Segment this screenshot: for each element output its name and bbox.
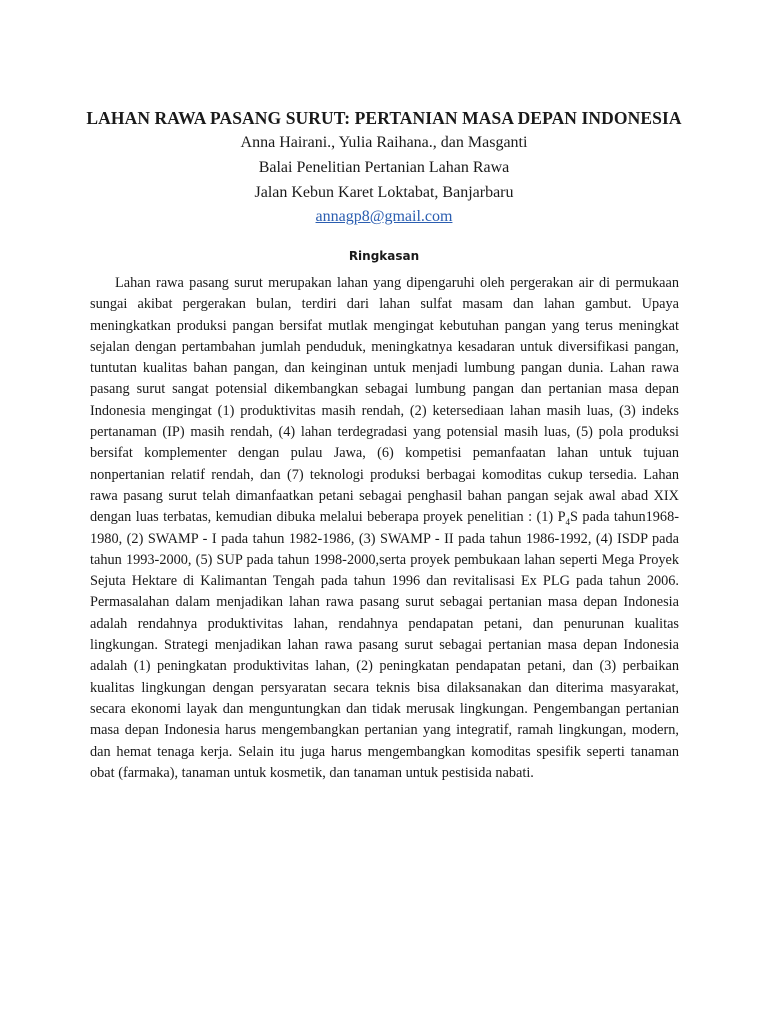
- author-list: Anna Hairani., Yulia Raihana., dan Masganti: [240, 134, 528, 151]
- address: Jalan Kebun Karet Loktabat, Banjarbaru: [254, 184, 514, 201]
- affiliation: Balai Penelitian Pertanian Lahan Rawa: [258, 159, 510, 176]
- paper-title: LAHAN RAWA PASANG SURUT: PERTANIAN MASA DEPAN INDONESIA: [86, 108, 682, 128]
- abstract-text-part1: Lahan rawa pasang surut merupakan lahan yang dipengaruhi oleh pergerakan air di permukaan sungai akibat pergerakan bulan, terdiri dari lahan sulfat masam dan lahan gambut. Upaya meningkatkan produksi pangan bersifat mutlak mengingat kebutuhan pangan yang terus meningkat sejalan dengan pertambahan jumlah penduduk, meningkatnya kesadaran untuk diversifikasi pangan, tuntutan kualitas bahan pangan, dan keinginan untuk menjadi lumbung pangan dunia. Lahan rawa pasang surut sangat potensial dikembangkan sebagai lumbung pangan dan pertanian masa depan Indonesia mengingat (1) produktivitas masih rendah, (2) ketersediaan lahan masih luas, (3) indeks pertanaman (IP) masih rendah, (4) lahan terdegradasi yang potensial masih luas, (5) pola produksi bersifat komplementer dengan pulau Jawa, (6) kompetisi pemanfaatan lahan untuk tujuan nonpertanian relatif rendah, dan (7) teknologi produksi berbagai komoditas cukup tersedia. Lahan rawa pasang surut telah dimanfaatkan petani sebagai penghasil bahan pangan sejak awal abad XIX dengan luas terbatas, kemudian dibuka melalui beberapa proyek penelitian : (1) P: [90, 275, 679, 526]
- email-link[interactable]: annagp8@gmail.com: [315, 208, 453, 225]
- abstract-text-part2: S pada tahun1968-1980, (2) SWAMP - I pada tahun 1982-1986, (3) SWAMP - II pada tahun 1986-1992, (4) ISDP pada tahun 1993-2000, (5) SUP pada tahun 1998-2000,serta proyek pembukaan lahan seperti Mega Proyek Sejuta Hektare di Kalimantan Tengah pada tahun 1996 dan revitalisasi Ex PLG pada tahun 2006. Permasalahan dalam menjadikan lahan rawa pasang surut sebagai pertanian masa depan Indonesia adalah rendahnya produktivitas lahan, rendahnya pendapatan petani, dan penurunan kualitas lingkungan. Strategi menjadikan lahan rawa pasang surut sebagai pertanian masa depan Indonesia adalah (1) peningkatan produktivitas lahan, (2) peningkatan pendapatan petani, dan (3) perbaikan kualitas lingkungan dengan persyaratan secara teknis bisa dilaksanakan dan diterima masyarakat, secara ekonomi layak dan menguntungkan dan tidak merusak lingkungan. Pengembangan pertanian masa depan Indonesia harus mengembangkan pertanian yang integratif, ramah lingkungan, modern, dan hemat tenaga kerja. Selain itu juga harus mengembangkan komoditas spesifik seperti tanaman obat (farmaka), tanaman untuk kosmetik, dan tanaman untuk pestisida nabati.: [90, 509, 679, 781]
- abstract-heading: Ringkasan: [348, 249, 420, 263]
- abstract-subscript: 4: [565, 517, 571, 528]
- abstract-body: [90, 273, 679, 784]
